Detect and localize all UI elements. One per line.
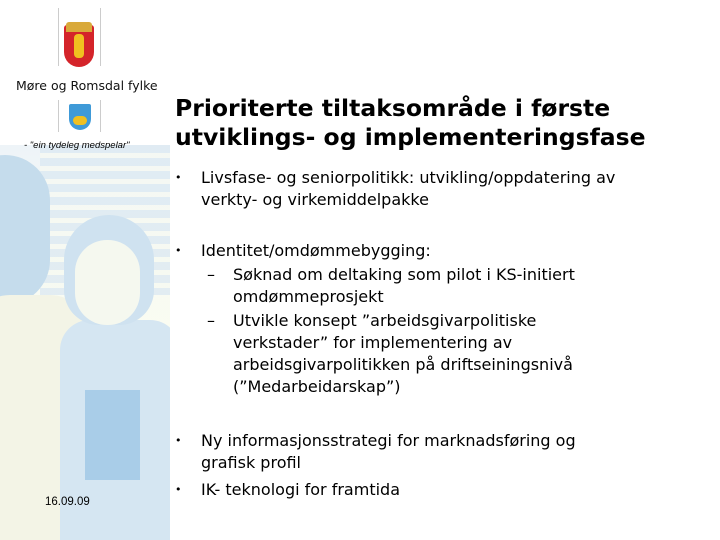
dash-marker: – [207, 311, 215, 330]
bullet-text: grafisk profil [201, 453, 301, 472]
slogan: - "ein tydeleg medspelar" [24, 140, 130, 151]
county-shield-icon [69, 104, 91, 130]
bullet-text: Livsfase- og seniorpolitikk: utvikling/oppdatering av [201, 168, 616, 187]
slide-date: 16.09.09 [45, 496, 90, 508]
slide-title [175, 94, 715, 152]
dash-marker: – [207, 265, 215, 284]
org-name: Møre og Romsdal fylke [16, 78, 158, 93]
sub-bullet-text: omdømmeprosjekt [233, 287, 384, 306]
bullet-text: Identitet/omdømmebygging: [201, 241, 431, 260]
title-line: utviklings- og implementeringsfase [175, 123, 646, 151]
background-photo [0, 145, 170, 540]
sub-bullet-text: verkstader” for implementering av [233, 333, 513, 352]
sidebar [0, 0, 170, 540]
sub-bullet-text: Utvikle konsept ”arbeidsgivarpolitiske [233, 311, 537, 330]
bullet-marker: • [175, 434, 182, 447]
bullet-marker: • [175, 483, 182, 496]
bullet-marker: • [175, 244, 182, 257]
sub-bullet-text: arbeidsgivarpolitikken på driftseiningsnivå [233, 355, 573, 374]
sub-bullet-text: (”Medarbeidarskap”) [233, 377, 401, 396]
title-line: Prioriterte tiltaksområde i første [175, 94, 611, 122]
bullet-text: IK- teknologi for framtida [201, 480, 400, 499]
bullet-text: verkty- og virkemiddelpakke [201, 190, 429, 209]
bullet-marker: • [175, 171, 182, 184]
sub-bullet-text: Søknad om deltaking som pilot i KS-initiert [233, 265, 575, 284]
bullet-text: Ny informasjonsstrategi for marknadsføring og [201, 431, 576, 450]
